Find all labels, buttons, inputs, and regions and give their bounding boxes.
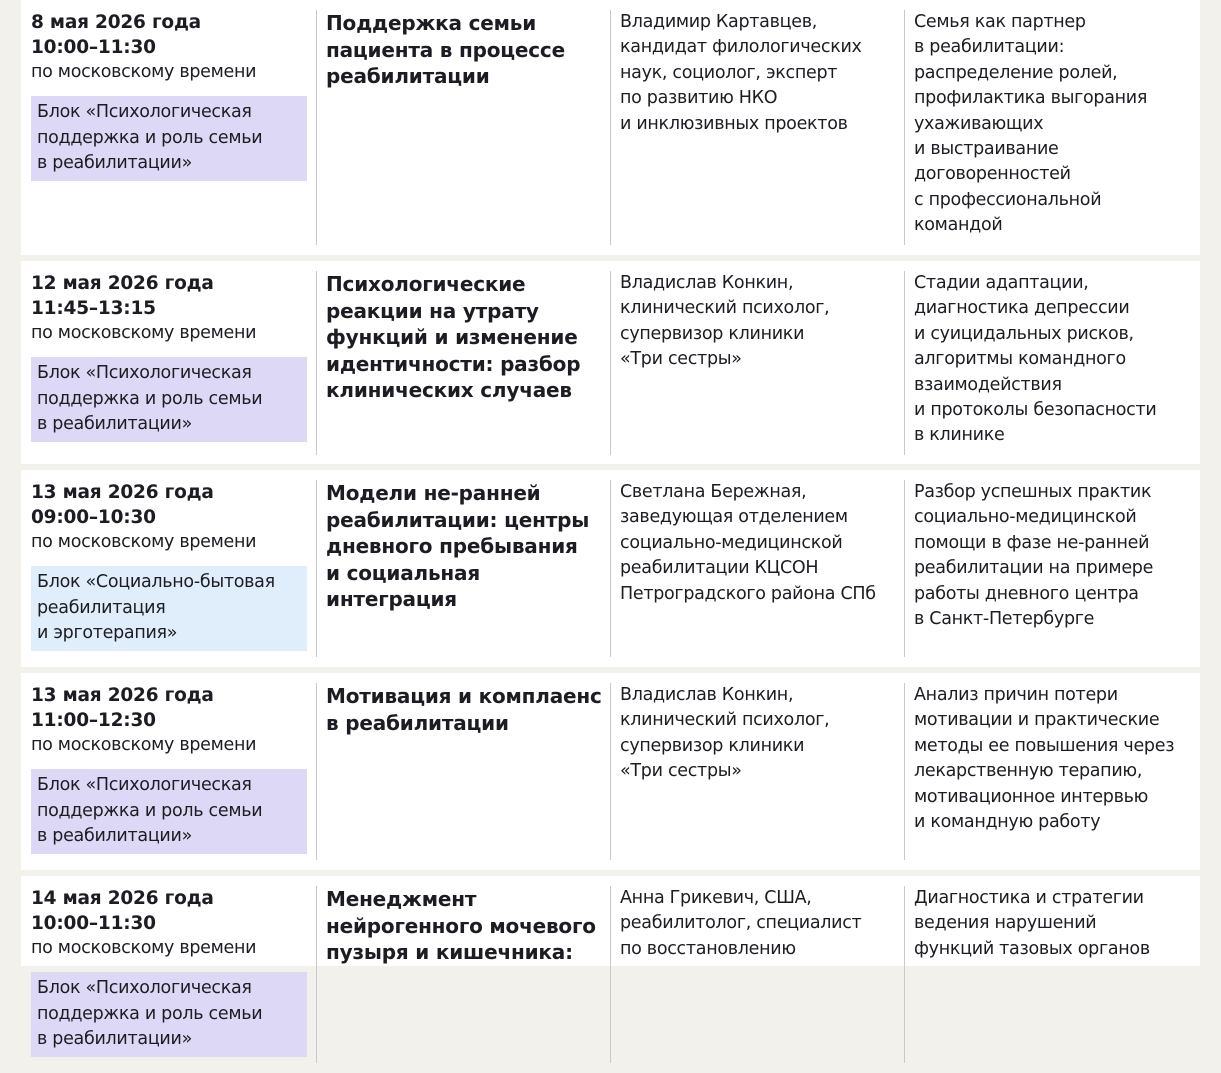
session-speaker-cell (610, 470, 904, 667)
session-row (21, 673, 1200, 870)
session-title-line: и социальная (326, 560, 480, 585)
block-badge (31, 769, 307, 854)
session-description-line: работы дневного центра (914, 583, 1139, 604)
session-description-line: договоренностей (914, 164, 1071, 185)
session-datetime (21, 0, 316, 255)
session-title-line: Поддержка семьи (326, 11, 537, 35)
block-badge-line: Блок «Социально-бытовая (37, 572, 275, 592)
session-title-line: пациента в процессе (326, 37, 565, 62)
session-speaker-line: Петроградского района СПб (620, 583, 876, 604)
session-description-cell (904, 261, 1200, 465)
session-description-cell (904, 673, 1200, 870)
session-row (21, 0, 1200, 255)
session-title-line: идентичности: разбор (326, 351, 581, 376)
session-description-cell (904, 0, 1200, 255)
session-description-line: мотивации и практические (914, 710, 1160, 731)
session-speaker (620, 480, 894, 607)
session-description-line: Стадии адаптации, (914, 273, 1089, 293)
session-title-line: Модели не-ранней (326, 481, 541, 505)
session-speaker-line: супервизор клиники (620, 735, 805, 756)
session-date: 13 мая 2026 года (31, 685, 214, 706)
session-description-line: ухаживающих (914, 113, 1044, 134)
block-badge (31, 96, 307, 181)
session-description (914, 683, 1190, 835)
session-title-line: реабилитации: центры (326, 507, 590, 532)
session-speaker (620, 271, 894, 373)
session-description-line: и суицидальных рисков, (914, 323, 1134, 344)
session-title-cell (316, 261, 610, 465)
session-speaker-cell (610, 261, 904, 465)
session-title-line: пузыря и кишечника: (326, 940, 573, 964)
session-speaker-cell (610, 673, 904, 870)
session-description-line: распределение ролей, (914, 62, 1118, 83)
session-description-line: Разбор успешных практик (914, 482, 1152, 502)
session-speaker-line: клинический психолог, (620, 710, 830, 731)
session-description-cell (904, 876, 1200, 1073)
block-badge-line: поддержка и роль семьи (37, 1003, 263, 1024)
session-datetime (21, 261, 316, 465)
block-badge-line: в реабилитации» (37, 1029, 192, 1049)
session-description-line: методы ее повышения через (914, 735, 1175, 756)
session-description-line: и протоколы безопасности (914, 400, 1157, 421)
session-description-line: взаимодействия (914, 374, 1062, 395)
session-speaker-line: реабилитации КЦСОН (620, 558, 819, 579)
session-title-line: Мотивация и комплаенс (326, 684, 602, 708)
session-title-line: функций и изменение (326, 325, 578, 349)
session-time: 11:45–13:15 (31, 298, 156, 319)
session-speaker-line: наук, социолог, эксперт (620, 62, 838, 83)
session-title (326, 10, 600, 90)
session-description-cell (904, 470, 1200, 667)
session-row (21, 876, 1200, 1049)
block-badge-line: Блок «Психологическая (37, 363, 252, 383)
session-description-line: помощи в фазе не-ранней (914, 532, 1150, 553)
block-badge-line: Блок «Психологическая (37, 102, 252, 122)
session-speaker (620, 886, 894, 962)
session-speaker-line: реабилитолог, специалист (620, 913, 862, 934)
session-timezone: по московскому времени (31, 735, 257, 755)
session-timezone: по московскому времени (31, 938, 257, 958)
session-description-line: Анализ причин потери (914, 685, 1118, 705)
session-time: 09:00–10:30 (31, 507, 156, 528)
session-title-line: клинических случаев (326, 378, 572, 402)
session-speaker-line: Владислав Конкин, (620, 273, 794, 293)
session-speaker-line: «Три сестры» (620, 761, 742, 782)
block-badge (31, 972, 307, 1057)
session-title-cell (316, 673, 610, 870)
session-description-line: в реабилитации: (914, 37, 1065, 58)
session-description-line: Семья как партнер (914, 12, 1086, 32)
session-description-line: функций тазовых органов (914, 938, 1150, 959)
session-title-line: интеграция (326, 587, 457, 611)
session-speaker-line: супервизор клиники (620, 323, 805, 344)
session-timezone: по московскому времени (31, 62, 257, 82)
session-description-line: лекарственную терапию, (914, 761, 1143, 782)
block-badge-line: поддержка и роль семьи (37, 127, 263, 148)
session-description-line: в Санкт-Петербурге (914, 609, 1095, 630)
block-badge-line: Блок «Психологическая (37, 775, 252, 795)
session-time: 11:00–12:30 (31, 710, 156, 731)
session-description-line: Диагностика и стратегии (914, 888, 1144, 908)
session-timezone: по московскому времени (31, 323, 257, 343)
session-date: 8 мая 2026 года (31, 12, 201, 33)
session-speaker (620, 10, 894, 137)
session-description-line: с профессиональной (914, 189, 1102, 210)
block-badge-line: в реабилитации» (37, 826, 192, 846)
session-title (326, 683, 600, 736)
session-title-cell (316, 0, 610, 255)
session-speaker-line: Владислав Конкин, (620, 685, 794, 705)
session-title-cell (316, 470, 610, 667)
session-date: 14 мая 2026 года (31, 888, 214, 909)
session-speaker-line: «Три сестры» (620, 349, 742, 370)
session-speaker (620, 683, 894, 785)
block-badge-line: в реабилитации» (37, 153, 192, 173)
session-speaker-line: Светлана Бережная, (620, 482, 807, 502)
session-title (326, 271, 600, 404)
session-title-line: дневного пребывания (326, 534, 578, 558)
block-badge-line: в реабилитации» (37, 414, 192, 434)
session-title-line: Психологические (326, 272, 526, 296)
session-timezone: по московскому времени (31, 532, 257, 552)
session-datetime (21, 470, 316, 667)
session-row (21, 261, 1200, 464)
session-title-line: реабилитации (326, 64, 490, 88)
session-title-line: нейрогенного мочевого (326, 913, 596, 938)
session-time: 10:00–11:30 (31, 913, 156, 934)
session-description (914, 10, 1190, 239)
session-title (326, 480, 600, 613)
session-description (914, 886, 1190, 962)
block-badge-line: реабилитация (37, 597, 166, 618)
session-description-line: ведения нарушений (914, 913, 1097, 934)
session-description-line: и командную работу (914, 812, 1101, 833)
session-description (914, 480, 1190, 632)
session-title-cell (316, 876, 610, 1073)
session-description (914, 271, 1190, 449)
session-description-line: алгоритмы командного (914, 349, 1126, 370)
session-speaker-line: по развитию НКО (620, 88, 778, 109)
session-time: 10:00–11:30 (31, 37, 156, 58)
session-date: 12 мая 2026 года (31, 273, 214, 294)
session-description-line: социально-медицинской (914, 507, 1137, 528)
session-speaker-line: заведующая отделением (620, 507, 848, 528)
session-description-line: реабилитации на примере (914, 558, 1154, 579)
session-title-line: в реабилитации (326, 710, 509, 735)
session-datetime (21, 876, 316, 1073)
session-row (21, 470, 1200, 667)
session-speaker-line: по восстановлению (620, 938, 796, 959)
session-title-line: Менеджмент (326, 887, 477, 911)
session-date: 13 мая 2026 года (31, 482, 214, 503)
session-title-line: реакции на утрату (326, 298, 539, 323)
session-speaker-line: клинический психолог, (620, 298, 830, 319)
session-description-line: профилактика выгорания (914, 88, 1148, 109)
session-speaker-line: Анна Грикевич, США, (620, 888, 812, 908)
session-description-line: в клинике (914, 425, 1005, 446)
session-datetime (21, 673, 316, 870)
session-description-line: мотивационное интервью (914, 786, 1149, 807)
block-badge (31, 566, 307, 651)
session-speaker-line: социально-медицинской (620, 532, 843, 553)
session-title (326, 886, 600, 966)
session-description-line: диагностика депрессии (914, 298, 1130, 319)
block-badge-line: поддержка и роль семьи (37, 800, 263, 821)
block-badge-line: Блок «Психологическая (37, 978, 252, 998)
block-badge-line: поддержка и роль семьи (37, 388, 263, 409)
session-speaker-line: Владимир Картавцев, (620, 12, 817, 32)
session-description-line: командой (914, 215, 1003, 236)
session-description-line: и выстраивание (914, 139, 1059, 160)
session-speaker-cell (610, 876, 904, 1073)
schedule-table (21, 0, 1200, 1049)
session-speaker-line: кандидат филологических (620, 37, 862, 58)
block-badge-line: и эрготерапия» (37, 623, 178, 643)
session-speaker-line: и инклюзивных проектов (620, 113, 848, 134)
session-speaker-cell (610, 0, 904, 255)
block-badge (31, 357, 307, 442)
